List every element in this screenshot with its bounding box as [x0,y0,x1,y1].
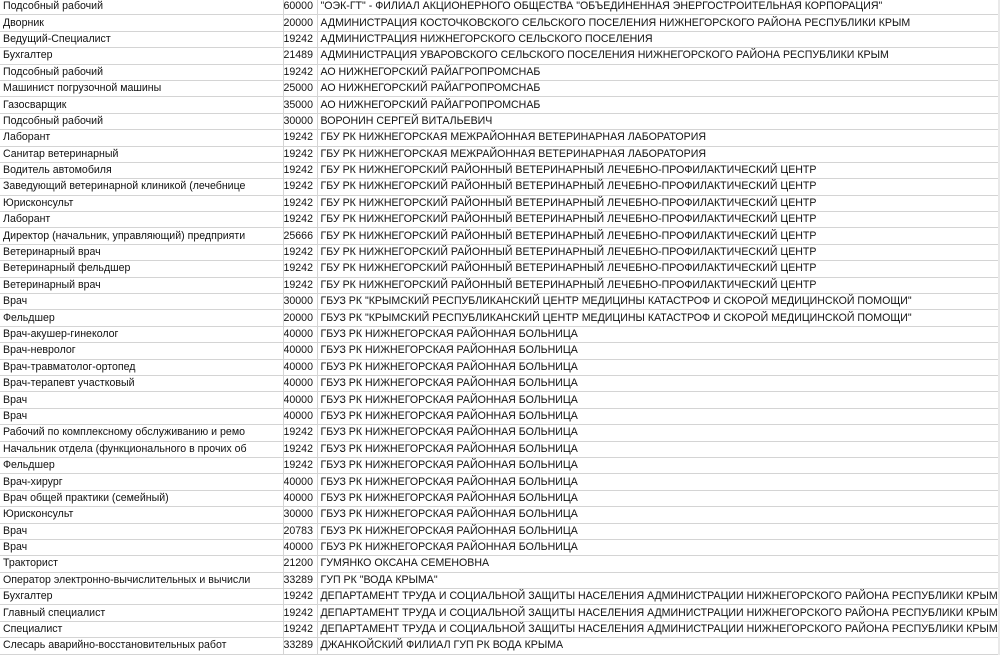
cell-organization[interactable]: ГБУ РК НИЖНЕГОРСКАЯ МЕЖРАЙОННАЯ ВЕТЕРИНАРНАЯ ЛАБОРАТОРИЯ [317,130,1000,146]
cell-salary[interactable]: 30000 [283,113,317,129]
cell-salary[interactable]: 19242 [283,162,317,178]
cell-salary[interactable]: 40000 [283,474,317,490]
table-row [0,474,1000,490]
cell-salary[interactable]: 19242 [283,130,317,146]
table-row [0,539,1000,555]
cell-position[interactable]: Врач-акушер-гинеколог [0,326,283,342]
cell-position[interactable]: Бухгалтер [0,589,283,605]
cell-organization[interactable]: АДМИНИСТРАЦИЯ УВАРОВСКОГО СЕЛЬСКОГО ПОСЕЛЕНИЯ НИЖНЕГОРСКОГО РАЙОНА РЕСПУБЛИКИ КРЫМ [317,48,1000,64]
cell-organization[interactable]: ВОРОНИН СЕРГЕЙ ВИТАЛЬЕВИЧ [317,113,1000,129]
cell-position[interactable]: Врач-хирург [0,474,283,490]
cell-organization[interactable]: ГБУ РК НИЖНЕГОРСКИЙ РАЙОННЫЙ ВЕТЕРИНАРНЫЙ ЛЕЧЕБНО-ПРОФИЛАКТИЧЕСКИЙ ЦЕНТР [317,244,1000,260]
cell-salary[interactable]: 40000 [283,359,317,375]
cell-organization[interactable]: АДМИНИСТРАЦИЯ КОСТОЧКОВСКОГО СЕЛЬСКОГО ПОСЕЛЕНИЯ НИЖНЕГОРСКОГО РАЙОНА РЕСПУБЛИКИ КРЫМ [317,15,1000,31]
table-row [0,457,1000,473]
cell-position[interactable]: Газосварщик [0,97,283,113]
cell-salary[interactable]: 19242 [283,31,317,47]
cell-organization[interactable]: ГУП РК "ВОДА КРЫМА" [317,572,1000,588]
cell-position[interactable]: Врач [0,294,283,310]
cell-position[interactable]: Юрисконсульт [0,507,283,523]
cell-salary[interactable]: 19242 [283,244,317,260]
cell-organization[interactable]: ДЕПАРТАМЕНТ ТРУДА И СОЦИАЛЬНОЙ ЗАЩИТЫ НАСЕЛЕНИЯ АДМИНИСТРАЦИИ НИЖНЕГОРСКОГО РАЙОНА РЕСПУБЛИКИ КРЫМ [317,589,1000,605]
cell-organization[interactable]: ДЕПАРТАМЕНТ ТРУДА И СОЦИАЛЬНОЙ ЗАЩИТЫ НАСЕЛЕНИЯ АДМИНИСТРАЦИИ НИЖНЕГОРСКОГО РАЙОНА РЕСПУБЛИКИ КРЫМ [317,621,1000,637]
cell-salary[interactable]: 19242 [283,277,317,293]
cell-position[interactable]: Подсобный рабочий [0,113,283,129]
cell-position[interactable]: Оператор электронно-вычислительных и вычисли [0,572,283,588]
cell-organization[interactable]: ГБУЗ РК "КРЫМСКИЙ РЕСПУБЛИКАНСКИЙ ЦЕНТР МЕДИЦИНЫ КАТАСТРОФ И СКОРОЙ МЕДИЦИНСКОЙ ПОМОЩИ" [317,310,1000,326]
cell-organization[interactable]: АО НИЖНЕГОРСКИЙ РАЙАГРОПРОМСНАБ [317,97,1000,113]
cell-position[interactable]: Лаборант [0,212,283,228]
table-row [0,48,1000,64]
table-row [0,507,1000,523]
cell-salary[interactable]: 40000 [283,375,317,391]
cell-salary[interactable]: 19242 [283,589,317,605]
cell-salary[interactable]: 40000 [283,539,317,555]
table-row [0,441,1000,457]
cell-position[interactable]: Машинист погрузочной машины [0,80,283,96]
table-row [0,556,1000,572]
cell-salary[interactable]: 21489 [283,48,317,64]
cell-salary[interactable]: 19242 [283,621,317,637]
cell-position[interactable]: Врач-травматолог-ортопед [0,359,283,375]
cell-position[interactable]: Заведующий ветеринарной клиникой (лечебнице [0,179,283,195]
cell-salary[interactable]: 40000 [283,490,317,506]
table-row [0,621,1000,637]
cell-salary[interactable]: 19242 [283,441,317,457]
table-row [0,408,1000,424]
cell-position[interactable]: Врач [0,539,283,555]
cell-position[interactable]: Рабочий по комплексному обслуживанию и ремо [0,425,283,441]
table-row [0,146,1000,162]
cell-organization[interactable]: АО НИЖНЕГОРСКИЙ РАЙАГРОПРОМСНАБ [317,80,1000,96]
cell-position[interactable]: Директор (начальник, управляющий) предприяти [0,228,283,244]
cell-organization[interactable]: "ОЭК-ГТ" - ФИЛИАЛ АКЦИОНЕРНОГО ОБЩЕСТВА "ОБЪЕДИНЕННАЯ ЭНЕРГОСТРОИТЕЛЬНАЯ КОРПОРАЦИЯ" [317,0,1000,15]
cell-organization[interactable]: ГБУ РК НИЖНЕГОРСКИЙ РАЙОННЫЙ ВЕТЕРИНАРНЫЙ ЛЕЧЕБНО-ПРОФИЛАКТИЧЕСКИЙ ЦЕНТР [317,277,1000,293]
cell-organization[interactable]: ГБУ РК НИЖНЕГОРСКИЙ РАЙОННЫЙ ВЕТЕРИНАРНЫЙ ЛЕЧЕБНО-ПРОФИЛАКТИЧЕСКИЙ ЦЕНТР [317,212,1000,228]
table-row [0,228,1000,244]
cell-organization[interactable]: ГБУ РК НИЖНЕГОРСКАЯ МЕЖРАЙОННАЯ ВЕТЕРИНАРНАЯ ЛАБОРАТОРИЯ [317,146,1000,162]
table-row [0,392,1000,408]
cell-organization[interactable]: ГБУЗ РК НИЖНЕГОРСКАЯ РАЙОННАЯ БОЛЬНИЦА [317,507,1000,523]
cell-salary[interactable]: 33289 [283,638,317,654]
cell-organization[interactable]: ГБУ РК НИЖНЕГОРСКИЙ РАЙОННЫЙ ВЕТЕРИНАРНЫЙ ЛЕЧЕБНО-ПРОФИЛАКТИЧЕСКИЙ ЦЕНТР [317,195,1000,211]
cell-organization[interactable]: ГБУ РК НИЖНЕГОРСКИЙ РАЙОННЫЙ ВЕТЕРИНАРНЫЙ ЛЕЧЕБНО-ПРОФИЛАКТИЧЕСКИЙ ЦЕНТР [317,162,1000,178]
cell-position[interactable]: Начальник отдела (функционального в прочих об [0,441,283,457]
table-row [0,0,1000,15]
cell-position[interactable]: Слесарь аварийно-восстановительных работ [0,638,283,654]
cell-salary[interactable]: 40000 [283,392,317,408]
cell-salary[interactable]: 19242 [283,212,317,228]
cell-organization[interactable]: ГБУЗ РК НИЖНЕГОРСКАЯ РАЙОННАЯ БОЛЬНИЦА [317,539,1000,555]
table-row [0,97,1000,113]
cell-salary[interactable]: 19242 [283,261,317,277]
table-row [0,490,1000,506]
cell-salary[interactable]: 21200 [283,556,317,572]
cell-position[interactable]: Подсобный рабочий [0,64,283,80]
cell-position[interactable]: Врач [0,408,283,424]
cell-position[interactable]: Дворник [0,15,283,31]
cell-organization[interactable]: ГУМЯНКО ОКСАНА СЕМЕНОВНА [317,556,1000,572]
table-row [0,638,1000,654]
cell-organization[interactable]: ГБУЗ РК НИЖНЕГОРСКАЯ РАЙОННАЯ БОЛЬНИЦА [317,408,1000,424]
cell-position[interactable]: Врач-терапевт участковый [0,375,283,391]
cell-position[interactable]: Фельдшер [0,310,283,326]
cell-position[interactable]: Водитель автомобиля [0,162,283,178]
cell-salary[interactable]: 19242 [283,425,317,441]
table-row [0,130,1000,146]
cell-position[interactable]: Ветеринарный врач [0,244,283,260]
table-row [0,261,1000,277]
cell-organization[interactable]: ГБУЗ РК НИЖНЕГОРСКАЯ РАЙОННАЯ БОЛЬНИЦА [317,523,1000,539]
cell-organization[interactable]: ГБУЗ РК НИЖНЕГОРСКАЯ РАЙОННАЯ БОЛЬНИЦА [317,425,1000,441]
table-row [0,113,1000,129]
cell-salary[interactable]: 19242 [283,195,317,211]
cell-organization[interactable]: ГБУЗ РК НИЖНЕГОРСКАЯ РАЙОННАЯ БОЛЬНИЦА [317,343,1000,359]
cell-organization[interactable]: ДЖАНКОЙСКИЙ ФИЛИАЛ ГУП РК ВОДА КРЫМА [317,638,1000,654]
cell-salary[interactable]: 33289 [283,572,317,588]
table-row [0,310,1000,326]
cell-position[interactable]: Главный специалист [0,605,283,621]
cell-organization[interactable]: ГБУЗ РК НИЖНЕГОРСКАЯ РАЙОННАЯ БОЛЬНИЦА [317,457,1000,473]
table-row [0,523,1000,539]
cell-salary[interactable]: 40000 [283,343,317,359]
cell-organization[interactable]: ГБУЗ РК "КРЫМСКИЙ РЕСПУБЛИКАНСКИЙ ЦЕНТР МЕДИЦИНЫ КАТАСТРОФ И СКОРОЙ МЕДИЦИНСКОЙ ПОМОЩИ" [317,294,1000,310]
cell-position[interactable]: Юрисконсульт [0,195,283,211]
cell-salary[interactable]: 19242 [283,457,317,473]
table-row [0,15,1000,31]
cell-salary[interactable]: 20783 [283,523,317,539]
cell-salary[interactable]: 20000 [283,310,317,326]
cell-position[interactable]: Ветеринарный врач [0,277,283,293]
cell-salary[interactable]: 35000 [283,97,317,113]
table-row [0,425,1000,441]
table-row [0,589,1000,605]
table-row [0,31,1000,47]
cell-position[interactable]: Бухгалтер [0,48,283,64]
cell-position[interactable]: Лаборант [0,130,283,146]
table-row [0,212,1000,228]
cell-salary[interactable]: 19242 [283,179,317,195]
cell-salary[interactable]: 19242 [283,146,317,162]
cell-salary[interactable]: 60000 [283,0,317,15]
cell-position[interactable]: Тракторист [0,556,283,572]
table-row [0,80,1000,96]
table-row [0,343,1000,359]
cell-position[interactable]: Врач общей практики (семейный) [0,490,283,506]
cell-salary[interactable]: 19242 [283,64,317,80]
table-row [0,572,1000,588]
cell-position[interactable]: Врач [0,523,283,539]
cell-salary[interactable]: 19242 [283,605,317,621]
table-row [0,179,1000,195]
cell-organization[interactable]: ГБУ РК НИЖНЕГОРСКИЙ РАЙОННЫЙ ВЕТЕРИНАРНЫЙ ЛЕЧЕБНО-ПРОФИЛАКТИЧЕСКИЙ ЦЕНТР [317,179,1000,195]
cell-position[interactable]: Специалист [0,621,283,637]
cell-organization[interactable]: АДМИНИСТРАЦИЯ НИЖНЕГОРСКОГО СЕЛЬСКОГО ПОСЕЛЕНИЯ [317,31,1000,47]
cell-salary[interactable]: 25000 [283,80,317,96]
cell-position[interactable]: Врач [0,392,283,408]
table-row [0,605,1000,621]
table-row [0,162,1000,178]
cell-position[interactable]: Ведущий-Специалист [0,31,283,47]
cell-salary[interactable]: 40000 [283,408,317,424]
cell-organization[interactable]: АО НИЖНЕГОРСКИЙ РАЙАГРОПРОМСНАБ [317,64,1000,80]
table-row [0,244,1000,260]
cell-organization[interactable]: ГБУЗ РК НИЖНЕГОРСКАЯ РАЙОННАЯ БОЛЬНИЦА [317,375,1000,391]
table-row [0,195,1000,211]
cell-salary[interactable]: 20000 [283,15,317,31]
cell-position[interactable]: Санитар ветеринарный [0,146,283,162]
cell-organization[interactable]: ДЕПАРТАМЕНТ ТРУДА И СОЦИАЛЬНОЙ ЗАЩИТЫ НАСЕЛЕНИЯ АДМИНИСТРАЦИИ НИЖНЕГОРСКОГО РАЙОНА РЕСПУБЛИКИ КРЫМ [317,605,1000,621]
table-row [0,64,1000,80]
cell-position[interactable]: Ветеринарный фельдшер [0,261,283,277]
table-row [0,277,1000,293]
cell-position[interactable]: Врач-невролог [0,343,283,359]
cell-salary[interactable]: 25666 [283,228,317,244]
cell-organization[interactable]: ГБУЗ РК НИЖНЕГОРСКАЯ РАЙОННАЯ БОЛЬНИЦА [317,474,1000,490]
cell-position[interactable]: Подсобный рабочий [0,0,283,15]
cell-salary[interactable]: 30000 [283,294,317,310]
cell-organization[interactable]: ГБУЗ РК НИЖНЕГОРСКАЯ РАЙОННАЯ БОЛЬНИЦА [317,392,1000,408]
cell-organization[interactable]: ГБУ РК НИЖНЕГОРСКИЙ РАЙОННЫЙ ВЕТЕРИНАРНЫЙ ЛЕЧЕБНО-ПРОФИЛАКТИЧЕСКИЙ ЦЕНТР [317,261,1000,277]
cell-organization[interactable]: ГБУЗ РК НИЖНЕГОРСКАЯ РАЙОННАЯ БОЛЬНИЦА [317,359,1000,375]
cell-organization[interactable]: ГБУЗ РК НИЖНЕГОРСКАЯ РАЙОННАЯ БОЛЬНИЦА [317,326,1000,342]
table-row [0,375,1000,391]
cell-position[interactable]: Фельдшер [0,457,283,473]
cell-organization[interactable]: ГБУЗ РК НИЖНЕГОРСКАЯ РАЙОННАЯ БОЛЬНИЦА [317,490,1000,506]
cell-organization[interactable]: ГБУ РК НИЖНЕГОРСКИЙ РАЙОННЫЙ ВЕТЕРИНАРНЫЙ ЛЕЧЕБНО-ПРОФИЛАКТИЧЕСКИЙ ЦЕНТР [317,228,1000,244]
table-row [0,294,1000,310]
table-row [0,359,1000,375]
table-row [0,326,1000,342]
cell-salary[interactable]: 30000 [283,507,317,523]
cell-salary[interactable]: 40000 [283,326,317,342]
cell-organization[interactable]: ГБУЗ РК НИЖНЕГОРСКАЯ РАЙОННАЯ БОЛЬНИЦА [317,441,1000,457]
